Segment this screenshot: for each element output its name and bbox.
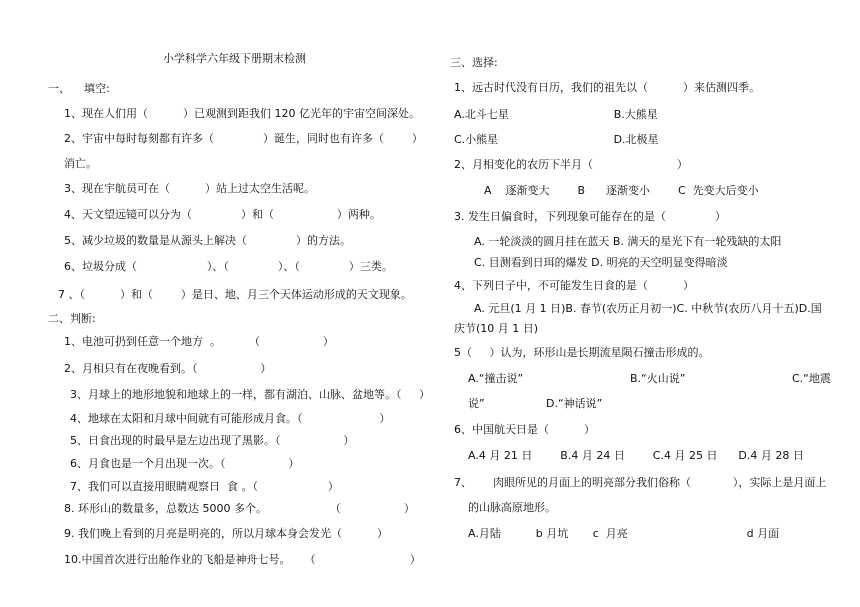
choice-q7: 7、 肉眼所见的月面上的明亮部分我们俗称（ ），实际上是月面上 <box>454 476 827 489</box>
choice-q1: 1、远古时代没有日历，我们的祖先以（ ）来估测四季。 <box>454 81 760 94</box>
choice-q3-options-ab: A. 一轮淡淡的圆月挂在蓝天 B. 满天的星光下有一轮残缺的太阳 <box>474 235 782 248</box>
choice-q1-options-ab: A.北斗七星 B.大熊星 <box>454 108 658 121</box>
judge-q6: 6、月食也是一个月出现一次。（ ） <box>70 457 300 470</box>
section-choice-heading: 三、选择: <box>450 56 498 69</box>
choice-q7-cont: 的山脉高原地形。 <box>468 501 556 514</box>
choice-q6: 6、中国航天日是（ ） <box>454 423 595 436</box>
judge-q3: 3、月球上的地形地貌和地球上的一样，都有湖泊、山脉、盆地等。（ ） <box>70 388 430 401</box>
choice-q4-options: A. 元旦(1 月 1 日)B. 春节(农历正月初一)C. 中秋节(农历八月十五)D.国 <box>474 302 822 315</box>
choice-q4-options-cont: 庆节(10 月 1 日) <box>454 322 539 335</box>
choice-q5: 5（ ）认为，环形山是长期流星陨石撞击形成的。 <box>454 346 710 359</box>
choice-q3: 3. 发生日偏食时，下列现象可能存在的是（ ） <box>454 210 726 223</box>
choice-q2: 2、月相变化的农历下半月（ ） <box>454 158 688 171</box>
section-fill-heading: 一、 填空: <box>48 82 110 95</box>
choice-q5-option-c-cont: 说” <box>468 397 485 410</box>
page-title: 小学科学六年级下册期末检测 <box>163 52 306 65</box>
choice-q2-options: A 逐渐变大 B 逐渐变小 C 先变大后变小 <box>484 184 759 197</box>
judge-q9: 9. 我们晚上看到的月亮是明亮的，所以月球本身会发光（ ） <box>64 527 388 540</box>
choice-q5-option-d: D.“神话说” <box>546 397 603 410</box>
choice-q5-option-a: A.“撞击说” <box>468 372 524 385</box>
fill-q7: 7 、（ ）和（ ）是日、地、月三个天体运动形成的天文现象。 <box>58 288 412 301</box>
choice-q5-option-b: B.“火山说” <box>630 372 686 385</box>
judge-q4: 4、地球在太阳和月球中间就有可能形成月食。（ ） <box>70 412 391 425</box>
section-judge-heading: 二、判断: <box>48 312 96 325</box>
choice-q5-option-c: C.“地震 <box>792 372 831 385</box>
fill-q2-cont: 消亡。 <box>64 157 97 170</box>
judge-q8: 8. 环形山的数量多，总数达 5000 多个。 （ ） <box>64 502 415 515</box>
choice-q6-options: A.4 月 21 日 B.4 月 24 日 C.4 月 25 日 D.4 月 28 日 <box>468 449 804 462</box>
choice-q4: 4、下列日子中，不可能发生日食的是（ ） <box>454 279 694 292</box>
judge-q5: 5、日食出现的时最早是左边出现了黑影。（ ） <box>70 434 355 447</box>
fill-q3: 3、现在宇航员可在（ ）站上过太空生活呢。 <box>64 182 315 195</box>
fill-q5: 5、减少垃圾的数量是从源头上解决（ ）的方法。 <box>64 234 351 247</box>
judge-q10: 10.中国首次进行出舱作业的飞船是神舟七号。 （ ） <box>64 553 421 566</box>
fill-q2: 2、宇宙中每时每刻都有许多（ ）诞生，同时也有许多（ ） <box>64 132 423 145</box>
judge-q2: 2、月相只有在夜晚看到。（ ） <box>64 362 272 375</box>
choice-q7-options: A.月陆 b 月坑 c 月亮 d 月面 <box>468 527 780 540</box>
right-column <box>430 0 860 607</box>
fill-q4: 4、天文望远镜可以分为（ ）和（ ）两种。 <box>64 208 381 221</box>
judge-q1: 1、电池可扔到任意一个地方 。 （ ） <box>64 335 334 348</box>
judge-q7: 7、我们可以直接用眼睛观察日 食 。（ ） <box>70 480 339 493</box>
choice-q3-options-cd: C. 目测看到日珥的爆发 D. 明亮的天空明显变得暗淡 <box>474 256 728 269</box>
fill-q1: 1、现在人们用（ ）已观测到距我们 120 亿光年的宇宙空间深处。 <box>64 107 420 120</box>
choice-q1-options-cd: C.小熊星 D.北极星 <box>454 133 659 146</box>
fill-q6: 6、垃圾分成（ ）、（ ）、（ ）三类。 <box>64 260 393 273</box>
